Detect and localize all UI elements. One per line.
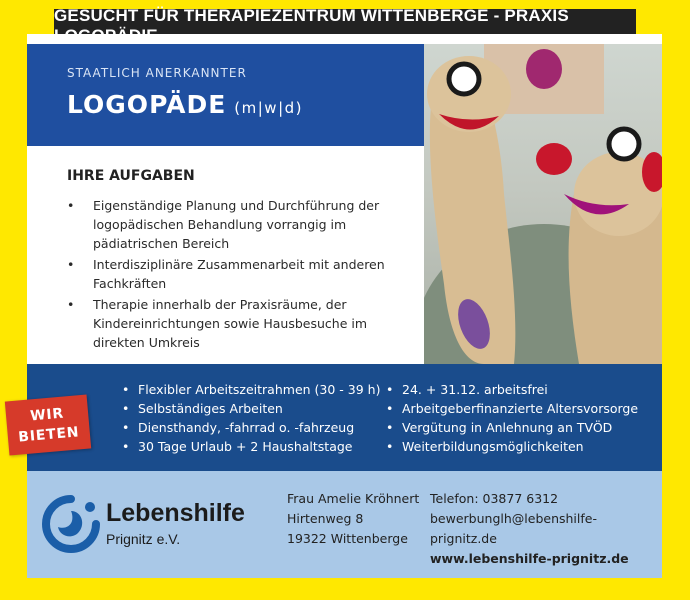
tasks-heading: IHRE AUFGABEN: [67, 168, 195, 184]
offer-text: Vergütung in Anlehnung an TVÖD: [402, 420, 613, 435]
puppet-right-nose: [536, 143, 572, 175]
job-title-panel: [27, 44, 424, 146]
tasks-section: [27, 146, 424, 364]
contact-website[interactable]: www.lebenshilfe-prignitz.de: [430, 551, 629, 566]
offer-text: 24. + 31.12. arbeitsfrei: [402, 382, 548, 397]
header-text: GESUCHT FÜR THERAPIEZENTRUM WITTENBERGE - PRAXIS: [54, 6, 569, 25]
bullet-icon: •: [122, 401, 130, 416]
task-text: Therapie innerhalb der Praxisräume, der Kindereinrichtungen sowie Hausbesuche im direkten Umkreis: [93, 297, 368, 350]
ad-card: [27, 34, 662, 578]
offer-item: [122, 437, 380, 456]
contact-name: Frau Amelie Kröhnert: [287, 491, 420, 506]
logo-subtitle: Prignitz e.V.: [106, 531, 181, 547]
contact-city: 19322 Wittenberge: [287, 531, 408, 546]
contact-address: [287, 489, 419, 549]
bullet-icon: •: [67, 198, 75, 213]
offer-text: Flexibler Arbeitszeitrahmen (30 - 39 h): [138, 382, 381, 397]
bullet-icon: •: [122, 382, 130, 397]
offer-text: Diensthandy, -fahrrad o. -fahrzeug: [138, 420, 355, 435]
wir-bieten-badge: [5, 395, 91, 456]
contact-street: Hirtenweg 8: [287, 511, 364, 526]
hand-puppets-photo: [424, 44, 662, 364]
contact-email[interactable]: bewerbunglh@lebenshilfe-prignitz.de: [430, 511, 597, 546]
bullet-icon: •: [386, 420, 394, 435]
contact-footer: [27, 471, 662, 578]
offer-text: Arbeitgeberfinanzierte Altersvorsorge: [402, 401, 639, 416]
offer-text: 30 Tage Urlaub + 2 Haushaltstage: [138, 439, 353, 454]
gender-suffix: (m|w|d): [234, 99, 303, 117]
offer-text: Selbständiges Arbeiten: [138, 401, 283, 416]
offer-item: [122, 418, 380, 437]
offer-list-right: [386, 380, 638, 456]
offer-item: [122, 399, 380, 418]
puppet-left-eye: [449, 64, 479, 94]
bullet-icon: •: [122, 439, 130, 454]
offer-text: Weiterbildungsmöglichkeiten: [402, 439, 584, 454]
offer-item: [386, 399, 638, 418]
puppet-left-ear: [526, 49, 562, 89]
puppet-right-eye: [609, 129, 639, 159]
offer-item: [386, 380, 638, 399]
job-title: [67, 90, 303, 119]
bullet-icon: •: [386, 382, 394, 397]
task-text: Interdisziplinäre Zusammenarbeit mit anderen Fachkräften: [93, 257, 385, 291]
bullet-icon: •: [386, 439, 394, 454]
logo-name: Lebenshilfe: [106, 499, 245, 527]
lebenshilfe-logo-icon: [42, 495, 100, 553]
task-text: Eigenständige Planung und Durchführung der logopädischen Behandlung vorrangig im pädiatrischen Bereich: [93, 198, 380, 251]
badge-line-2: BIETEN: [17, 424, 80, 446]
offer-list-left: [122, 380, 380, 456]
task-item: [67, 295, 402, 352]
offer-section: [27, 364, 662, 471]
task-item: [67, 255, 402, 293]
contact-phone: Telefon: 03877 6312: [430, 491, 559, 506]
task-item: [67, 196, 402, 253]
lebenshilfe-logo: [42, 495, 292, 555]
job-kicker: STAATLICH ANERKANNTER: [67, 66, 247, 80]
offer-item: [386, 437, 638, 456]
bullet-icon: •: [67, 297, 75, 312]
offer-item: [386, 418, 638, 437]
bullet-icon: •: [122, 420, 130, 435]
offer-item: [122, 380, 380, 399]
job-title-text: LOGOPÄDE: [67, 90, 227, 119]
contact-details: [430, 489, 662, 569]
badge-line-1: WIR: [29, 405, 65, 425]
bullet-icon: •: [67, 257, 75, 272]
puppets-illustration: [424, 44, 662, 364]
bullet-icon: •: [386, 401, 394, 416]
tasks-list: [67, 196, 402, 354]
